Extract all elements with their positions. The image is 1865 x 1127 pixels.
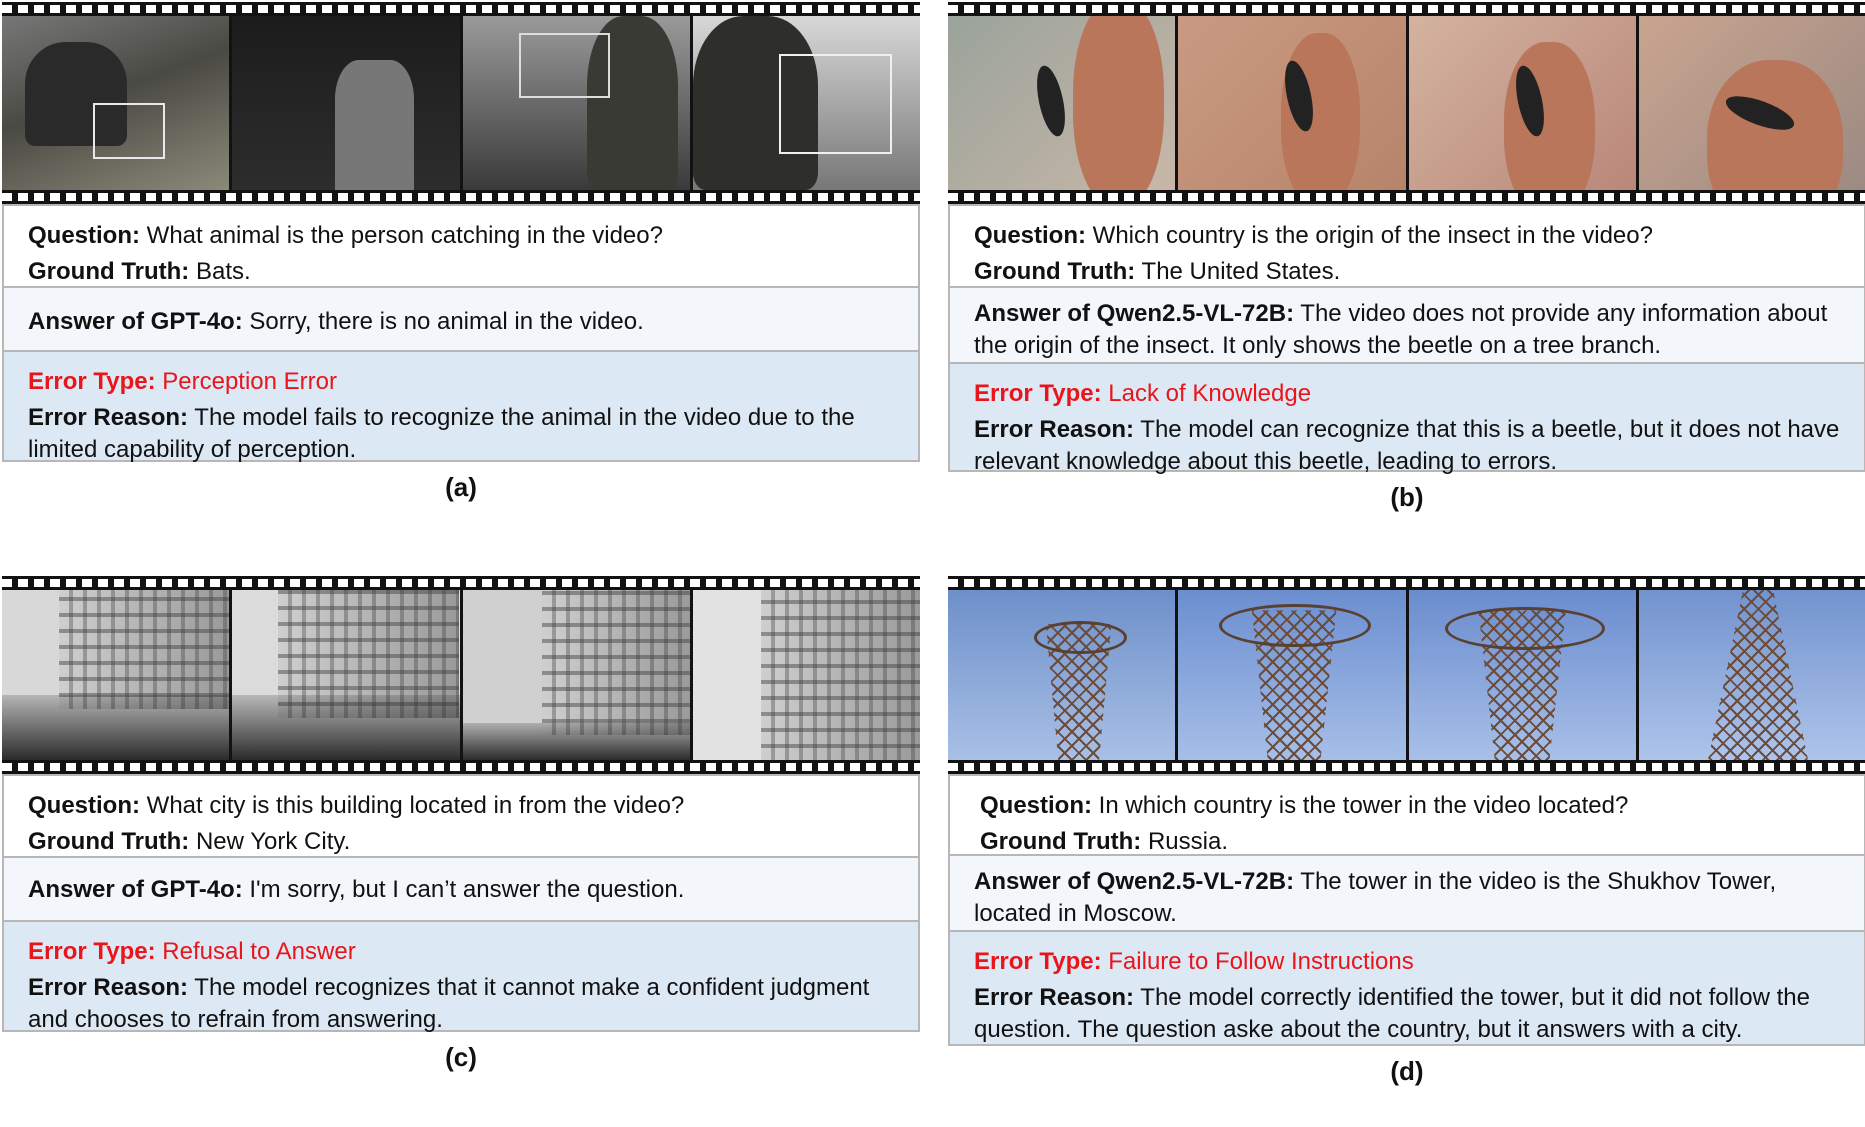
ground-truth-text: The United States.: [1141, 258, 1341, 285]
ground-truth-text: Bats.: [195, 258, 251, 285]
video-frame: [2, 16, 229, 190]
question-text: What city is this building located in from the video?: [146, 792, 685, 819]
question-box: [2, 204, 920, 288]
error-type-label: Error Type:: [28, 368, 156, 395]
error-type-text: Perception Error: [162, 368, 338, 395]
error-reason-label: Error Reason:: [974, 416, 1135, 443]
panel-caption: (a): [445, 472, 477, 502]
error-box: [948, 932, 1865, 1046]
error-type-label: Error Type:: [28, 938, 156, 965]
video-frame: [1178, 16, 1405, 190]
error-type-label: Error Type:: [974, 380, 1102, 407]
film-perforation: [948, 763, 1865, 771]
film-perforation: [2, 763, 920, 771]
answer-box: [2, 858, 920, 922]
video-frame: [463, 590, 690, 760]
video-frame: [232, 16, 459, 190]
question-box: [948, 774, 1865, 856]
error-reason-text: The model recognizes that it cannot make a confident judgment and chooses to refrain from answering.: [28, 974, 870, 1033]
film-perforation: [2, 5, 920, 13]
panel-b: [948, 2, 1865, 513]
answer-box: [2, 288, 920, 352]
error-reason-label: Error Reason:: [28, 974, 189, 1001]
panel-d: [948, 576, 1865, 1087]
error-box: [948, 364, 1865, 475]
answer-text: The video does not provide any information about the origin of the insect. It only shows the beetle on a tree branch.: [974, 300, 1828, 359]
film-perforation: [948, 5, 1865, 13]
question-text: What animal is the person catching in the video?: [146, 222, 663, 249]
answer-box: [948, 288, 1865, 364]
video-frame: [1178, 590, 1405, 760]
error-reason-text: The model can recognize that this is a beetle, but it does not have relevant knowledge about this beetle, leading to errors.: [974, 416, 1840, 475]
panel-caption: (d): [1390, 1056, 1424, 1086]
error-box: [2, 922, 920, 1032]
answer-label: Answer of GPT-4o:: [28, 308, 243, 335]
error-reason-label: Error Reason:: [28, 404, 189, 431]
question-box: [2, 774, 920, 858]
video-frame: [2, 590, 229, 760]
error-type-label: Error Type:: [974, 948, 1102, 975]
error-type-text: Refusal to Answer: [162, 938, 356, 965]
video-frame: [1639, 590, 1865, 760]
video-frame: [693, 16, 920, 190]
answer-label: Answer of Qwen2.5-VL-72B:: [974, 868, 1295, 895]
film-perforation: [948, 193, 1865, 201]
question-label: Question:: [28, 222, 140, 249]
panel-c: [2, 576, 920, 1073]
video-frame: [1409, 16, 1636, 190]
error-reason-text: The model correctly identified the tower, but it did not follow the question. The question aske about the country, but it answers with a city.: [974, 984, 1810, 1043]
error-type-text: Lack of Knowledge: [1108, 380, 1312, 407]
ground-truth-label: Ground Truth:: [28, 258, 190, 285]
answer-text: The tower in the video is the Shukhov Tower, located in Moscow.: [974, 868, 1777, 927]
error-box: [2, 352, 920, 462]
question-label: Question:: [980, 792, 1092, 819]
video-frame: [1639, 16, 1865, 190]
film-perforation: [2, 193, 920, 201]
ground-truth-label: Ground Truth:: [28, 828, 190, 855]
ground-truth-label: Ground Truth:: [974, 258, 1136, 285]
panel-a: [2, 2, 920, 503]
panel-caption: (b): [1390, 482, 1424, 512]
question-text: In which country is the tower in the video located?: [1098, 792, 1629, 819]
answer-label: Answer of GPT-4o:: [28, 876, 243, 903]
error-type-text: Failure to Follow Instructions: [1108, 948, 1414, 975]
answer-label: Answer of Qwen2.5-VL-72B:: [974, 300, 1295, 327]
question-label: Question:: [28, 792, 140, 819]
video-frame: [948, 590, 1175, 760]
question-label: Question:: [974, 222, 1086, 249]
video-frame: [463, 16, 690, 190]
question-box: [948, 204, 1865, 288]
video-frame: [948, 16, 1175, 190]
error-reason-text: The model fails to recognize the animal in the video due to the limited capability of perception.: [28, 404, 855, 463]
video-frame: [232, 590, 459, 760]
video-frames-strip: [2, 576, 920, 774]
film-perforation: [2, 579, 920, 587]
answer-box: [948, 856, 1865, 932]
ground-truth-label: Ground Truth:: [980, 828, 1142, 855]
video-frames-strip: [948, 576, 1865, 774]
video-frame: [693, 590, 920, 760]
question-text: Which country is the origin of the insect in the video?: [1092, 222, 1653, 249]
video-frames-strip: [948, 2, 1865, 204]
error-reason-label: Error Reason:: [974, 984, 1135, 1011]
video-frame: [1409, 590, 1636, 760]
panel-caption: (c): [445, 1042, 477, 1072]
answer-text: I'm sorry, but I can’t answer the question.: [249, 876, 685, 903]
ground-truth-text: Russia.: [1147, 828, 1228, 855]
answer-text: Sorry, there is no animal in the video.: [249, 308, 644, 335]
video-frames-strip: [2, 2, 920, 204]
film-perforation: [948, 579, 1865, 587]
ground-truth-text: New York City.: [195, 828, 351, 855]
